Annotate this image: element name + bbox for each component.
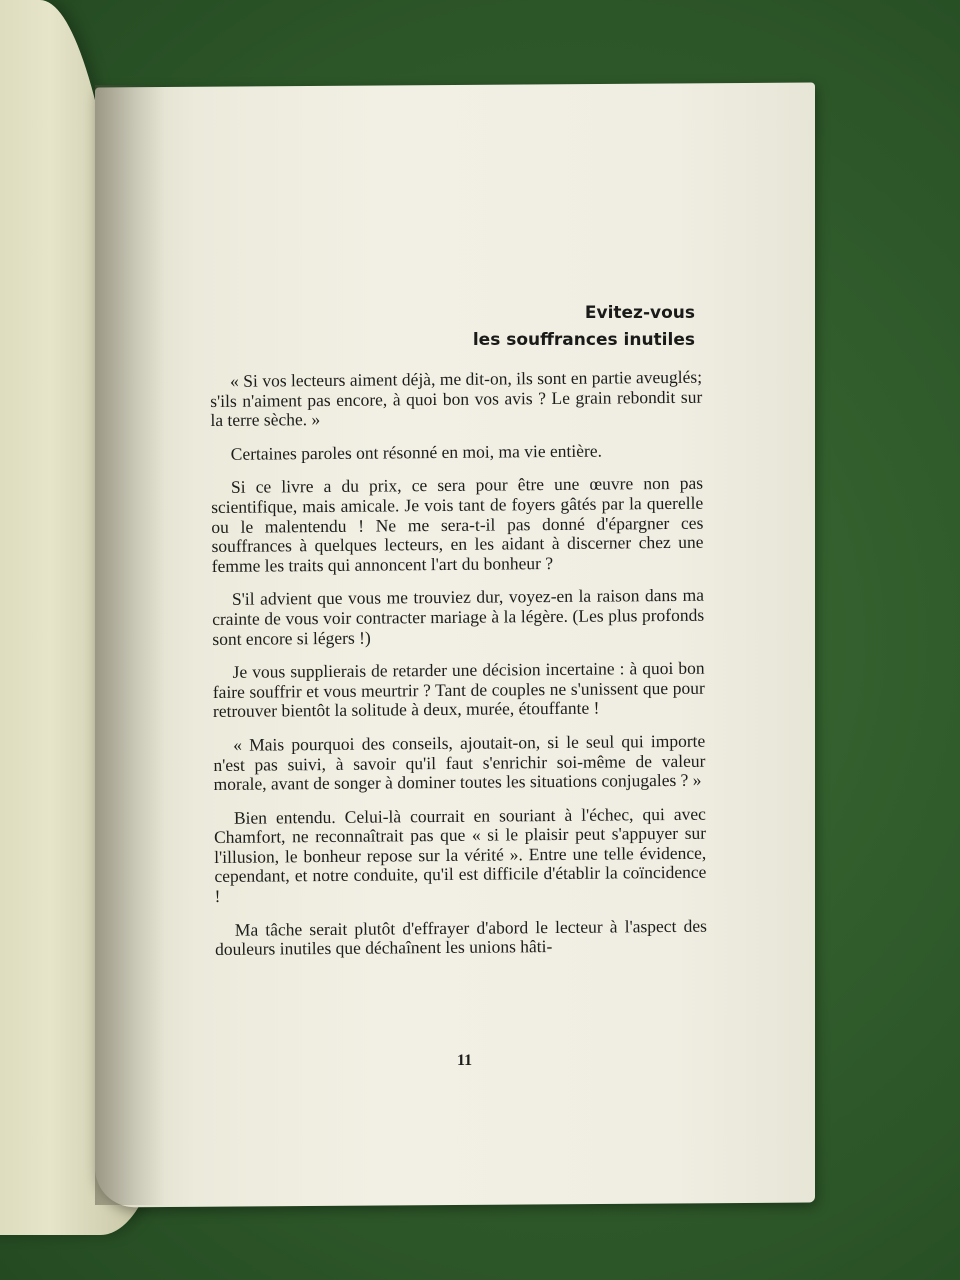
paragraph-7: Bien entendu. Celui-là courrait en souriant à l'échec, qui avec Chamfort, ne reconnaîtrait pas que « si le plaisir peut s'appuyer sur l'illusion, le bonheur repose sur la vérité ». Entre une telle évidence, cependant, et notre conduite, qu'il est difficile d'établir la coïncidence ! <box>213 803 707 907</box>
chapter-heading <box>473 300 695 354</box>
paragraph-1: « Si vos lecteurs aiment déjà, me dit-on, ils sont en partie aveuglés; s'ils n'aiment pas encore, à quoi bon vos avis ? Le grain rebondit sur la terre sèche. » <box>210 366 703 431</box>
body-text <box>210 368 707 974</box>
paragraph-6: « Mais pourquoi des conseils, ajoutait-on, si le seul qui importe n'est pas suivi, à savoir qu'il faut s'enrichir soi-même de valeur morale, avant de songer à dominer toutes les situations conjugales ? » <box>213 730 706 795</box>
page-number: 11 <box>457 1052 473 1069</box>
chapter-heading-line-1: Evitez-vous <box>584 303 695 323</box>
paragraph-3: Si ce livre a du prix, ce sera pour être une œuvre non pas scientifique, mais amicale. Je vois tant de foyers gâtés par la querelle ou le malentendu ! Ne me sera-t-il pas donné d'épargner ces souffrances à quelques lecteurs, en les aidant à discerner chez une femme les traits qui annoncent l'art du bonheur ? <box>211 473 704 576</box>
paragraph-8: Ma tâche serait plutôt d'effrayer d'abord le lecteur à l'aspect des douleurs inutiles que déchaînent les unions hâti- <box>214 915 707 960</box>
paragraph-4: S'il advient que vous me trouviez dur, voyez-en la raison dans ma crainte de vous voir contracter mariage à la légère. (Les plus profonds sont encore si légers !) <box>212 585 705 649</box>
paragraph-2: Certaines paroles ont résonné en moi, ma vie entière. <box>230 440 603 464</box>
paragraph-5: Je vous supplierais de retarder une décision incertaine : à quoi bon faire souffrir et vous meurtrir ? Tant de couples ne s'unissent que pour retrouver bientôt la solitude à deux, murée, étouffante ! <box>212 657 705 722</box>
chapter-heading-line-2: les souffrances inutiles <box>472 330 695 350</box>
